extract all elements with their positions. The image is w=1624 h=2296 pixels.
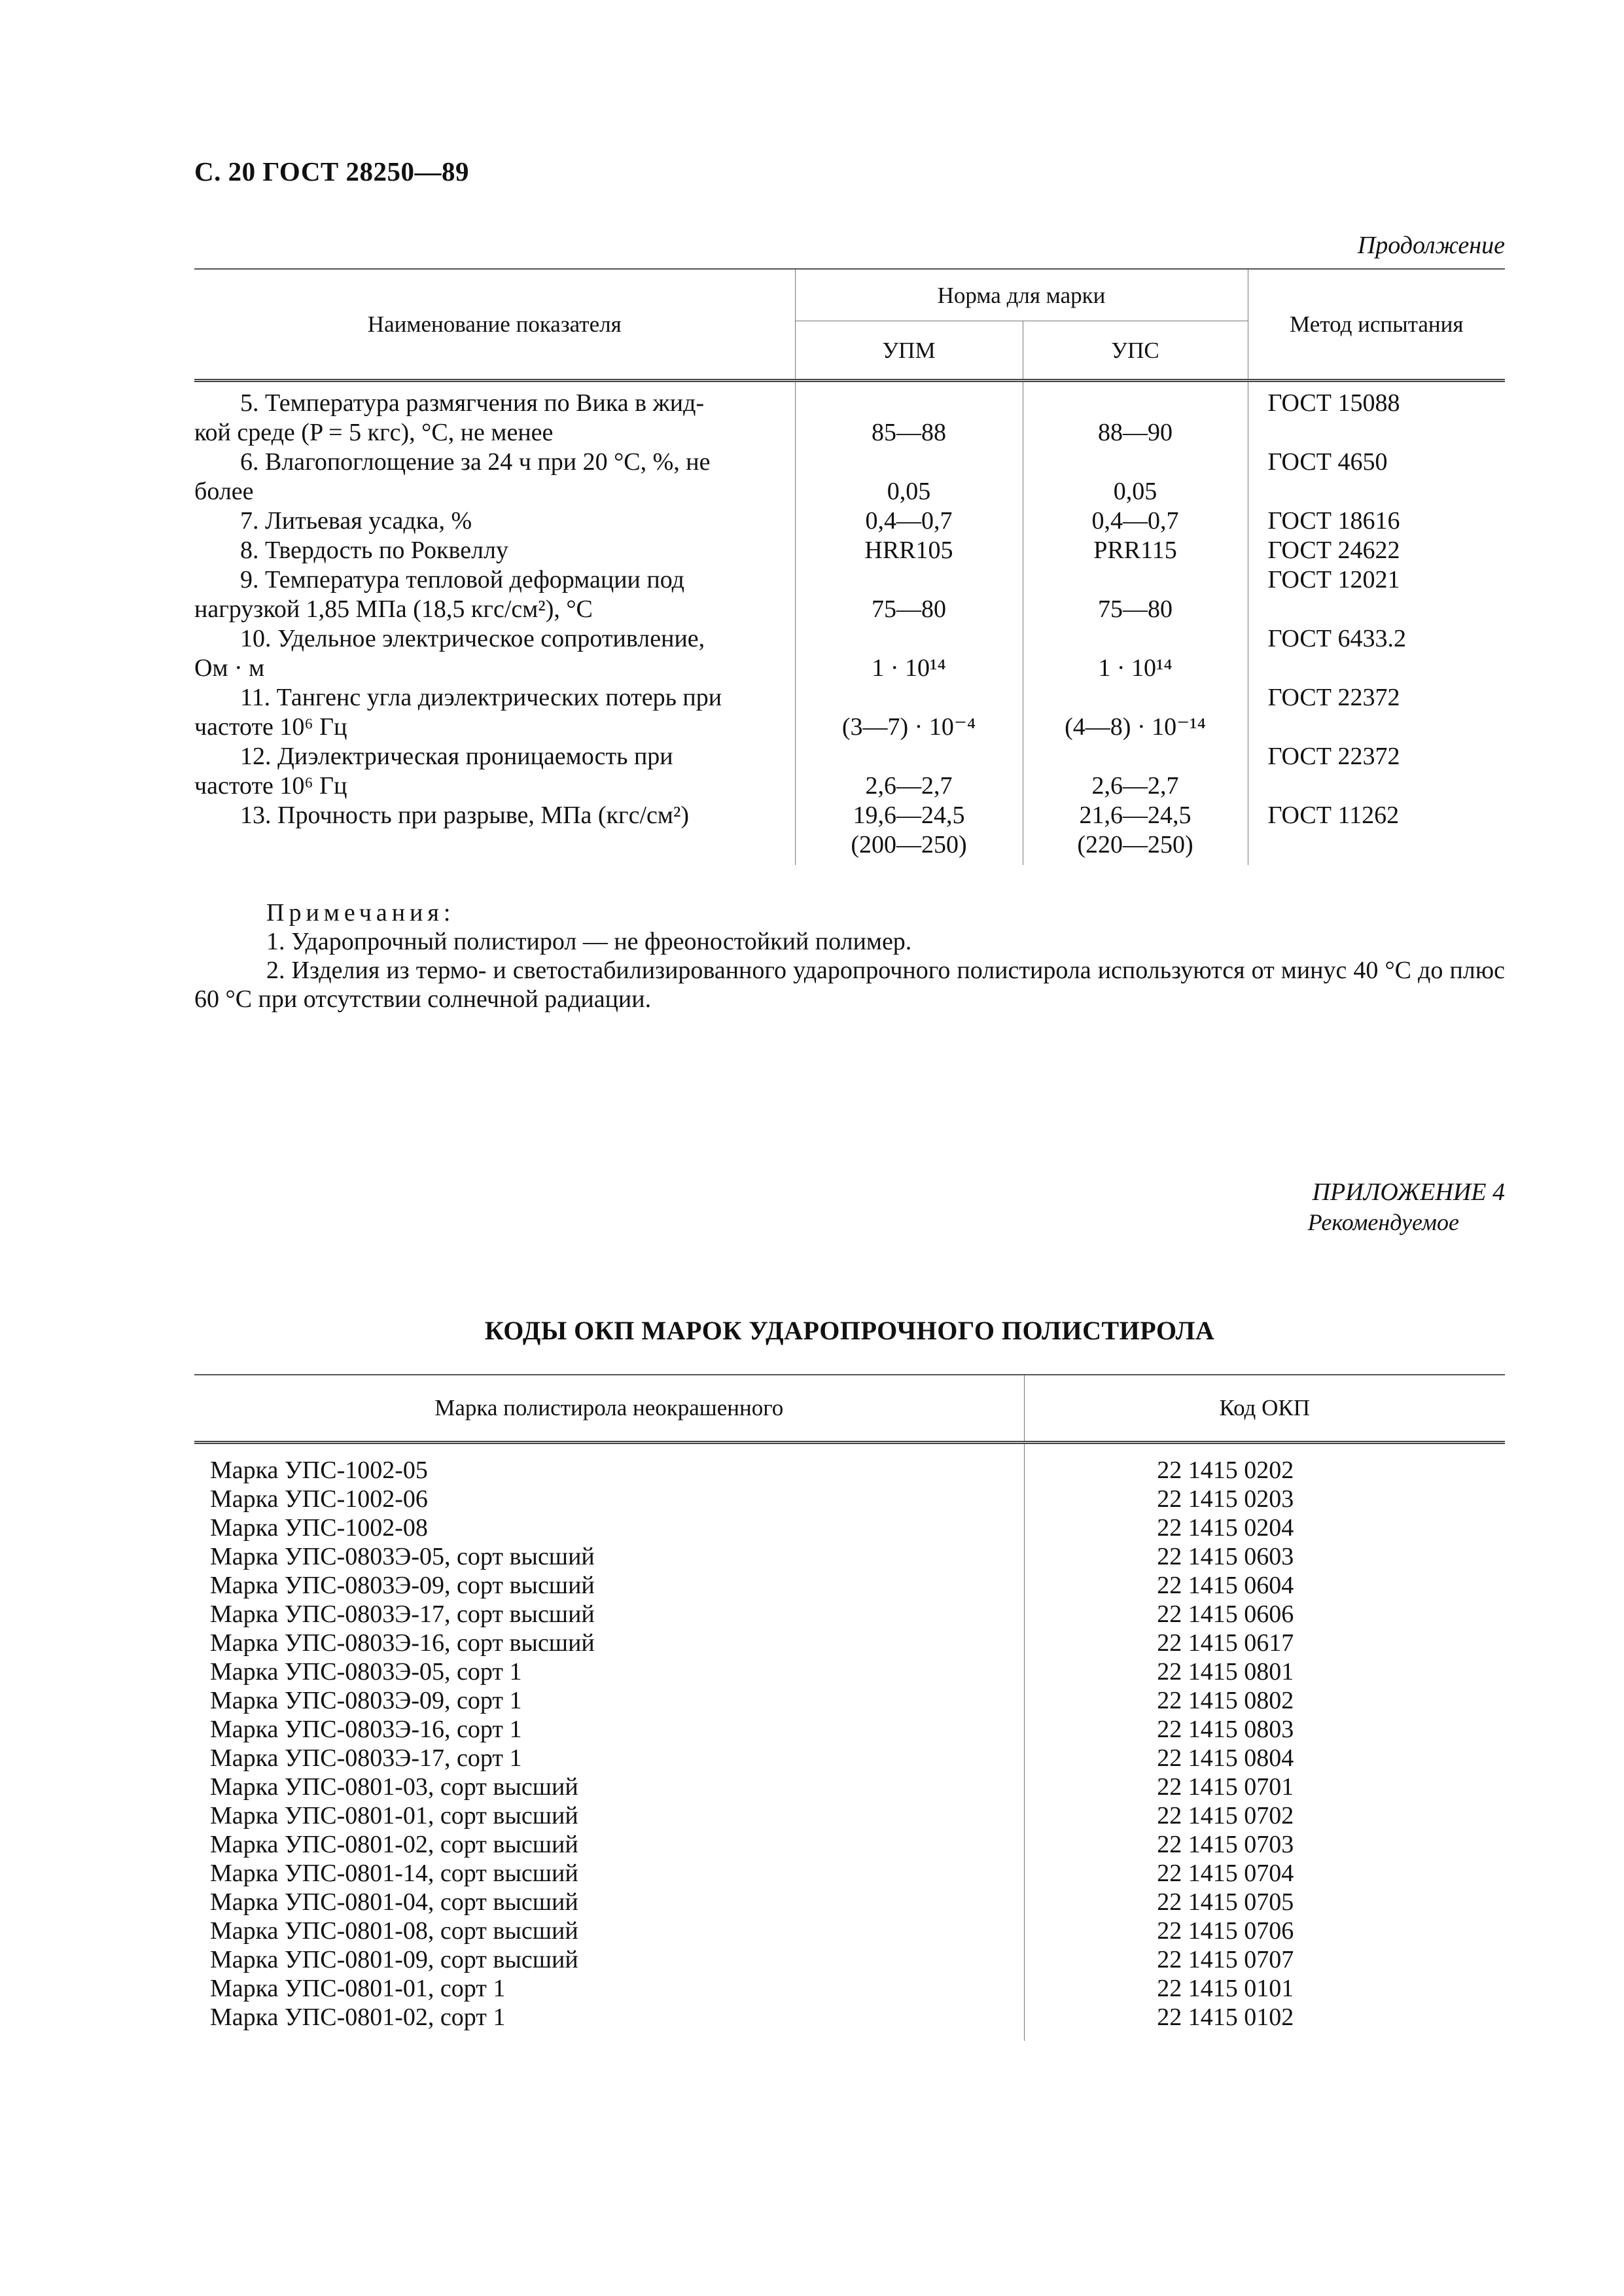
test-method: ГОСТ 18616 (1248, 506, 1505, 536)
row-name-line-1: 6. Влагопоглощение за 24 ч при 20 °С, %, не (240, 448, 711, 476)
value-upm-text: 0,05 (887, 478, 931, 505)
value-ups (1023, 565, 1248, 624)
appendix-status: Рекомендуемое (1307, 1209, 1459, 1235)
row-name (194, 624, 795, 683)
table-row (194, 624, 1505, 683)
table-row (194, 1571, 1505, 1600)
okp-code: 22 1415 0702 (1024, 1801, 1505, 1830)
table-row (194, 1600, 1505, 1629)
polystyrene-mark: Марка УПС-0803Э-17, сорт высший (210, 1600, 595, 1628)
polystyrene-mark: Марка УПС-1002-06 (210, 1485, 428, 1513)
table-row (194, 1859, 1505, 1888)
okp-code: 22 1415 0604 (1024, 1571, 1505, 1600)
value-ups-text: 0,05 (1113, 478, 1157, 505)
value-ups-text: 0,4—0,7 (1091, 507, 1179, 535)
polystyrene-mark: Марка УПС-0803Э-09, сорт 1 (210, 1687, 522, 1714)
okp-code: 22 1415 0803 (1024, 1715, 1505, 1744)
value-upm-text: 75—80 (872, 595, 946, 623)
polystyrene-mark: Марка УПС-0803Э-05, сорт 1 (210, 1658, 522, 1686)
table-row (194, 1916, 1505, 1945)
table-row (194, 683, 1505, 742)
polystyrene-mark: Марка УПС-0801-01, сорт высший (210, 1802, 578, 1829)
test-method: ГОСТ 22372 (1248, 742, 1505, 801)
okp-code: 22 1415 0617 (1024, 1629, 1505, 1657)
row-name-line-2: частоте 10⁶ Гц (194, 713, 347, 741)
value-upm (795, 801, 1023, 865)
table-row (194, 1945, 1505, 1974)
value-ups (1023, 742, 1248, 801)
table-row (194, 801, 1505, 865)
row-name-line-1: 9. Температура тепловой деформации под (240, 566, 684, 593)
okp-code: 22 1415 0701 (1024, 1773, 1505, 1801)
test-method: ГОСТ 6433.2 (1248, 624, 1505, 683)
table-row (194, 536, 1505, 565)
table-row (194, 1629, 1505, 1657)
okp-code: 22 1415 0705 (1024, 1888, 1505, 1916)
row-name-line-2: частоте 10⁶ Гц (194, 772, 347, 800)
row-name-line-1: 12. Диэлектрическая проницаемость при (240, 743, 673, 770)
okp-code: 22 1415 0202 (1024, 1443, 1505, 1485)
table-row (194, 1513, 1505, 1542)
row-name (194, 381, 795, 448)
row-name (194, 565, 795, 624)
row-name (194, 506, 795, 536)
value-ups-text: (4—8) · 10⁻¹⁴ (1065, 713, 1206, 741)
value-ups-text: 75—80 (1098, 595, 1173, 623)
okp-code: 22 1415 0102 (1024, 2003, 1505, 2041)
value-ups (1023, 506, 1248, 536)
value-ups-text: 2,6—2,7 (1091, 772, 1179, 800)
value-ups (1023, 448, 1248, 506)
test-method: ГОСТ 15088 (1248, 381, 1505, 448)
value-upm-text: 19,6—24,5 (853, 802, 965, 829)
row-name-line-2: Ом · м (194, 654, 265, 682)
row-name (194, 536, 795, 565)
value-ups (1023, 381, 1248, 448)
row-name-line-1: 13. Прочность при разрыве, МПа (кгс/см²) (240, 802, 690, 829)
test-method: ГОСТ 11262 (1248, 801, 1505, 865)
row-name (194, 683, 795, 742)
row-name (194, 742, 795, 801)
note-2: 2. Изделия из термо- и светостабилизированного ударопрочного полистирола используются от минус 40 °С до плюс 60 °С при отсутствии солнечной радиации. (194, 957, 1505, 1013)
value-ups (1023, 801, 1248, 865)
value-ups (1023, 536, 1248, 565)
polystyrene-mark: Марка УПС-0803Э-16, сорт высший (210, 1629, 595, 1657)
value-upm (795, 683, 1023, 742)
okp-code: 22 1415 0603 (1024, 1542, 1505, 1571)
value-upm (795, 381, 1023, 448)
table-row (194, 1974, 1505, 2003)
table-row (194, 1888, 1505, 1916)
col-header-ups: УПС (1023, 321, 1248, 381)
row-name-line-1: 10. Удельное электрическое сопротивление, (240, 625, 705, 652)
table-row (194, 742, 1505, 801)
value-upm-text: 85—88 (872, 419, 946, 446)
row-name (194, 448, 795, 506)
test-method: ГОСТ 12021 (1248, 565, 1505, 624)
row-name-line-1: 8. Твердость по Роквеллу (240, 537, 508, 564)
table-row (194, 1715, 1505, 1744)
appendix-label: ПРИЛОЖЕНИЕ 4 (1312, 1178, 1505, 1206)
polystyrene-mark: Марка УПС-0801-09, сорт высший (210, 1946, 578, 1973)
value-upm (795, 536, 1023, 565)
test-method: ГОСТ 22372 (1248, 683, 1505, 742)
col-header-upm: УПМ (795, 321, 1023, 381)
okp-code: 22 1415 0804 (1024, 1744, 1505, 1773)
polystyrene-mark: Марка УПС-0801-02, сорт высший (210, 1831, 578, 1858)
polystyrene-mark: Марка УПС-1002-08 (210, 1514, 428, 1542)
okp-code: 22 1415 0703 (1024, 1830, 1505, 1859)
okp-code: 22 1415 0801 (1024, 1657, 1505, 1686)
value-ups-text: 88—90 (1098, 419, 1173, 446)
value-upm (795, 624, 1023, 683)
value-upm (795, 565, 1023, 624)
polystyrene-mark: Марка УПС-1002-05 (210, 1457, 428, 1484)
table-row (194, 1686, 1505, 1715)
continuation-label: Продолжение (1357, 232, 1505, 259)
okp-code: 22 1415 0203 (1024, 1485, 1505, 1513)
value-ups-text: 1 · 10¹⁴ (1098, 654, 1173, 682)
polystyrene-mark: Марка УПС-0801-02, сорт 1 (210, 2004, 506, 2031)
polystyrene-mark: Марка УПС-0803Э-16, сорт 1 (210, 1716, 522, 1743)
table-row (194, 1830, 1505, 1859)
value-ups-alt: (220—250) (1077, 831, 1193, 858)
okp-code: 22 1415 0707 (1024, 1945, 1505, 1974)
properties-table (194, 268, 1505, 865)
codes-table-title: КОДЫ ОКП МАРОК УДАРОПРОЧНОГО ПОЛИСТИРОЛА (484, 1316, 1215, 1345)
table-row (194, 2003, 1505, 2041)
notes (194, 898, 1505, 1014)
test-method: ГОСТ 24622 (1248, 536, 1505, 565)
test-method: ГОСТ 4650 (1248, 448, 1505, 506)
table-row (194, 381, 1505, 448)
okp-code: 22 1415 0706 (1024, 1916, 1505, 1945)
value-upm (795, 506, 1023, 536)
polystyrene-mark: Марка УПС-0801-08, сорт высший (210, 1917, 578, 1945)
row-name-line-2: нагрузкой 1,85 МПа (18,5 кгс/см²), °С (194, 595, 593, 623)
value-upm-alt: (200—250) (851, 831, 967, 858)
table-row (194, 565, 1505, 624)
row-name-line-1: 5. Температура размягчения по Вика в жид- (240, 389, 705, 417)
table-row (194, 1773, 1505, 1801)
table-row (194, 448, 1505, 506)
row-name-line-2: кой среде (P = 5 кгс), °С, не менее (194, 419, 554, 446)
okp-code: 22 1415 0204 (1024, 1513, 1505, 1542)
table-row (194, 1443, 1505, 1485)
value-ups-text: 21,6—24,5 (1079, 802, 1192, 829)
page-header: С. 20 ГОСТ 28250—89 (194, 156, 470, 186)
okp-code: 22 1415 0704 (1024, 1859, 1505, 1888)
row-name-line-1: 7. Литьевая усадка, % (240, 507, 472, 535)
col-header-code: Код ОКП (1024, 1375, 1505, 1443)
value-ups (1023, 624, 1248, 683)
value-upm (795, 448, 1023, 506)
polystyrene-mark: Марка УПС-0801-03, сорт высший (210, 1773, 578, 1801)
row-name-line-2: более (194, 478, 254, 505)
codes-table (194, 1374, 1505, 2041)
col-header-method: Метод испытания (1248, 269, 1505, 381)
okp-code: 22 1415 0606 (1024, 1600, 1505, 1629)
polystyrene-mark: Марка УПС-0803Э-17, сорт 1 (210, 1744, 522, 1772)
note-1: 1. Ударопрочный полистирол — не фреоностойкий полимер. (266, 928, 912, 955)
row-name-line-1: 11. Тангенс угла диэлектрических потерь при (240, 684, 722, 711)
polystyrene-mark: Марка УПС-0801-14, сорт высший (210, 1860, 578, 1887)
value-upm-text: 1 · 10¹⁴ (872, 654, 946, 682)
row-name (194, 801, 795, 865)
polystyrene-mark: Марка УПС-0801-04, сорт высший (210, 1888, 578, 1916)
col-header-name: Наименование показателя (194, 269, 795, 381)
value-ups-text: PRR115 (1093, 537, 1177, 564)
value-upm-text: HRR105 (864, 537, 953, 564)
okp-code: 22 1415 0802 (1024, 1686, 1505, 1715)
table-row (194, 1485, 1505, 1513)
value-upm-text: 2,6—2,7 (865, 772, 953, 800)
table-row (194, 1542, 1505, 1571)
polystyrene-mark: Марка УПС-0803Э-05, сорт высший (210, 1543, 595, 1570)
okp-code: 22 1415 0101 (1024, 1974, 1505, 2003)
table-row (194, 1657, 1505, 1686)
polystyrene-mark: Марка УПС-0803Э-09, сорт высший (210, 1572, 595, 1599)
value-ups (1023, 683, 1248, 742)
appendix-heading (1243, 1177, 1505, 1237)
value-upm (795, 742, 1023, 801)
value-upm-text: 0,4—0,7 (865, 507, 953, 535)
table-row (194, 1801, 1505, 1830)
notes-title: Примечания: (266, 899, 455, 927)
col-header-norm: Норма для марки (795, 269, 1248, 321)
table-row (194, 1744, 1505, 1773)
table-row (194, 506, 1505, 536)
value-upm-text: (3—7) · 10⁻⁴ (841, 713, 976, 741)
polystyrene-mark: Марка УПС-0801-01, сорт 1 (210, 1975, 506, 2002)
col-header-mark: Марка полистирола неокрашенного (194, 1375, 1024, 1443)
